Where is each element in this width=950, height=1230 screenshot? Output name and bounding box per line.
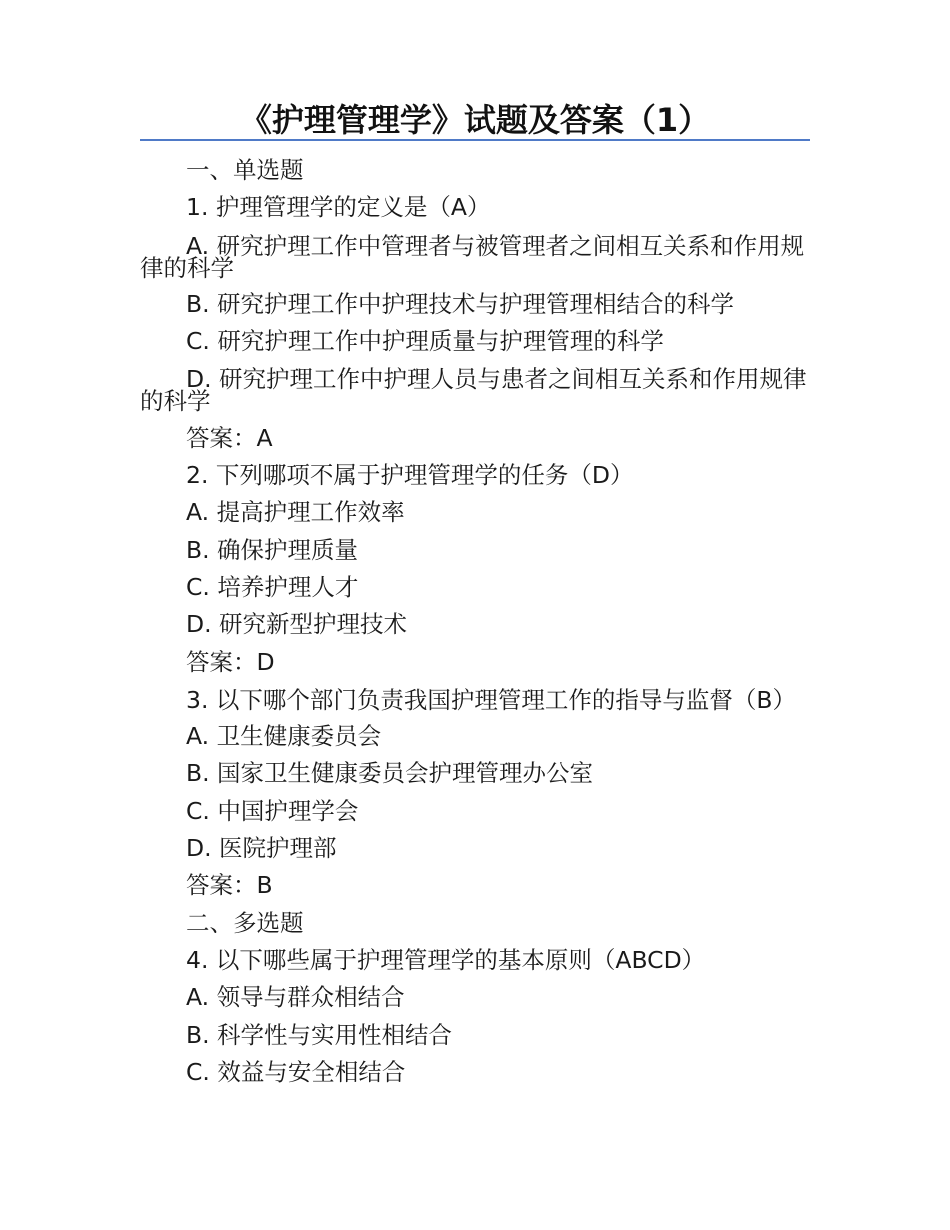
question-1-option-d: D. 研究护理工作中护理人员与患者之间相互关系和作用规律的科学 [140, 365, 807, 416]
question-3-option-c: C. 中国护理学会 [186, 796, 359, 825]
question-4-option-a: A. 领导与群众相结合 [186, 983, 405, 1012]
question-1: 1. 护理管理学的定义是（A） [186, 193, 491, 222]
section-heading-multiple-choice: 二、多选题 [186, 908, 304, 937]
question-2-option-b: B. 确保护理质量 [186, 535, 359, 564]
question-1-option-b: B. 研究护理工作中护理技术与护理管理相结合的科学 [186, 289, 735, 318]
title-underline [140, 139, 810, 141]
question-3-option-d: D. 医院护理部 [186, 834, 337, 863]
question-1-answer: 答案：A [186, 423, 273, 452]
question-3-option-b: B. 国家卫生健康委员会护理管理办公室 [186, 759, 594, 788]
document-body [140, 152, 810, 1091]
question-3: 3. 以下哪个部门负责我国护理管理工作的指导与监督（B） [186, 685, 797, 714]
question-2-option-a: A. 提高护理工作效率 [186, 498, 405, 527]
question-3-answer: 答案：B [186, 871, 273, 900]
question-4: 4. 以下哪些属于护理管理学的基本原则（ABCD） [186, 945, 706, 974]
question-2-option-d: D. 研究新型护理技术 [186, 610, 408, 639]
question-2-answer: 答案：D [186, 647, 275, 676]
question-2: 2. 下列哪项不属于护理管理学的任务（D） [186, 461, 634, 490]
question-4-option-b: B. 科学性与实用性相结合 [186, 1020, 453, 1049]
question-1-option-a: A. 研究护理工作中管理者与被管理者之间相互关系和作用规律的科学 [140, 231, 805, 282]
document-title: 《护理管理学》试题及答案（1） [239, 101, 711, 139]
question-1-option-c: C. 研究护理工作中护理质量与护理管理的科学 [186, 327, 664, 356]
question-4-option-c: C. 效益与安全相结合 [186, 1057, 406, 1086]
question-3-option-a: A. 卫生健康委员会 [186, 722, 382, 751]
question-2-option-c: C. 培养护理人才 [186, 572, 359, 601]
section-heading-single-choice: 一、单选题 [186, 156, 304, 184]
